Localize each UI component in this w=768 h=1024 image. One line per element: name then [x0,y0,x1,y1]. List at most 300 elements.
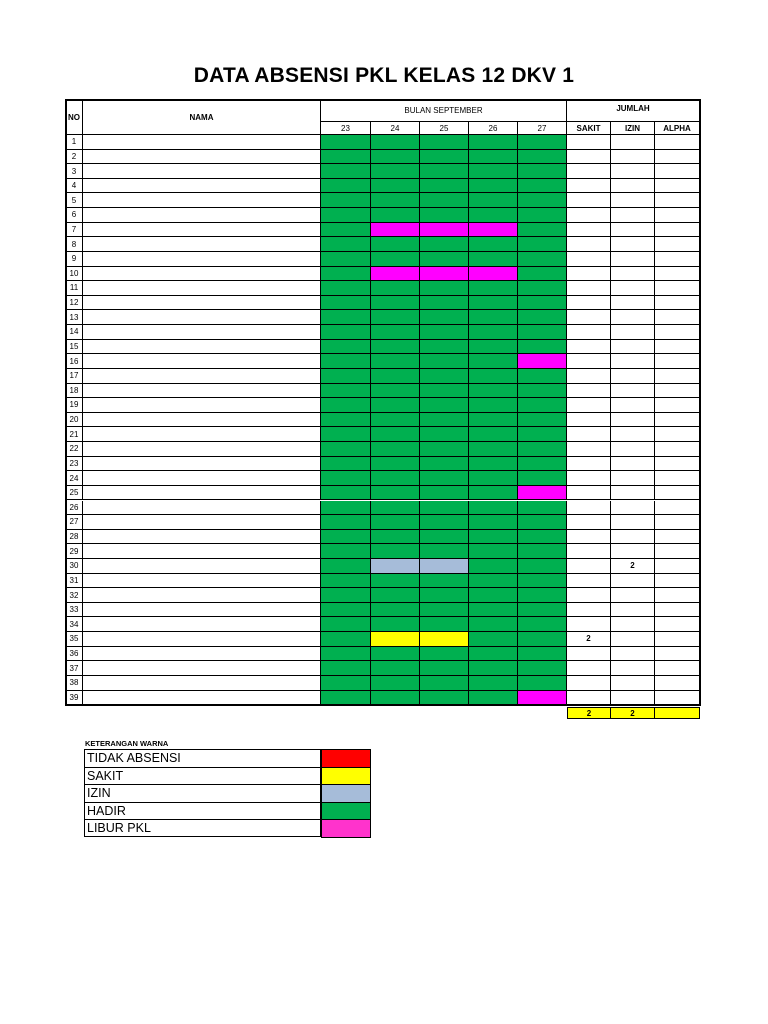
count-cell: 2 [611,559,655,574]
count-cell [611,281,655,296]
table-right-border [699,99,701,706]
row-number: 16 [66,354,83,369]
attendance-cell [518,384,567,399]
row-number: 28 [66,530,83,545]
name-cell [83,413,321,428]
count-cell [655,530,700,545]
count-cell [567,340,611,355]
attendance-cell [321,252,371,267]
attendance-cell [321,471,371,486]
name-cell [83,574,321,589]
attendance-cell [321,135,371,150]
attendance-cell [518,208,567,223]
row-number: 18 [66,384,83,399]
attendance-cell [469,486,518,501]
attendance-cell [420,340,469,355]
attendance-cell [321,223,371,238]
attendance-cell [321,574,371,589]
count-cell [611,501,655,516]
name-cell [83,369,321,384]
attendance-cell [371,691,420,706]
attendance-cell [420,501,469,516]
attendance-cell [371,413,420,428]
attendance-cell [420,632,469,647]
count-cell [611,135,655,150]
attendance-cell [420,574,469,589]
count-cell [567,471,611,486]
name-cell [83,559,321,574]
name-cell [83,544,321,559]
attendance-cell [420,369,469,384]
attendance-cell [420,325,469,340]
count-cell [655,267,700,282]
count-cell [655,135,700,150]
attendance-cell [321,384,371,399]
count-cell [567,354,611,369]
attendance-cell [469,164,518,179]
attendance-cell [469,588,518,603]
row-number: 32 [66,588,83,603]
attendance-cell [371,661,420,676]
attendance-cell [321,442,371,457]
name-cell [83,486,321,501]
attendance-cell [518,237,567,252]
row-number: 19 [66,398,83,413]
name-cell [83,267,321,282]
name-cell [83,398,321,413]
attendance-cell [371,325,420,340]
attendance-cell [518,354,567,369]
name-cell [83,296,321,311]
count-cell [611,471,655,486]
attendance-cell [321,661,371,676]
row-number: 24 [66,471,83,486]
row-number: 26 [66,501,83,516]
attendance-cell [371,427,420,442]
attendance-cell [469,544,518,559]
count-cell [655,588,700,603]
attendance-cell [469,310,518,325]
attendance-cell [518,544,567,559]
count-cell [567,193,611,208]
count-cell [567,150,611,165]
count-cell [655,676,700,691]
attendance-cell [469,150,518,165]
attendance-cell [371,340,420,355]
count-cell [611,369,655,384]
attendance-cell [518,223,567,238]
attendance-cell [420,296,469,311]
count-cell [611,296,655,311]
name-cell [83,457,321,472]
count-cell [655,398,700,413]
attendance-cell [371,457,420,472]
name-cell [83,427,321,442]
count-cell [655,340,700,355]
attendance-cell [420,544,469,559]
attendance-cell [371,617,420,632]
attendance-cell [371,296,420,311]
attendance-cell [371,208,420,223]
header-count: IZIN [611,122,655,135]
header-bulan: BULAN SEPTEMBER [321,100,567,122]
count-cell [655,179,700,194]
attendance-cell [469,369,518,384]
count-cell [611,325,655,340]
attendance-cell [420,135,469,150]
attendance-cell [420,223,469,238]
attendance-cell [518,617,567,632]
attendance-cell [420,691,469,706]
attendance-cell [518,296,567,311]
count-cell [567,691,611,706]
attendance-cell [321,427,371,442]
attendance-cell [469,559,518,574]
attendance-cell [321,164,371,179]
count-cell [611,252,655,267]
name-cell [83,252,321,267]
attendance-cell [469,354,518,369]
attendance-cell [371,486,420,501]
row-number: 6 [66,208,83,223]
count-cell [655,442,700,457]
count-cell [655,457,700,472]
header-date: 27 [518,122,567,135]
attendance-cell [321,325,371,340]
attendance-cell [420,559,469,574]
attendance-cell [469,135,518,150]
row-number: 7 [66,223,83,238]
count-cell [655,617,700,632]
attendance-cell [420,603,469,618]
attendance-cell [321,559,371,574]
count-cell [611,676,655,691]
count-cell [611,544,655,559]
count-cell [567,515,611,530]
attendance-cell [321,179,371,194]
count-cell [567,223,611,238]
attendance-cell [371,135,420,150]
row-number: 8 [66,237,83,252]
row-number: 25 [66,486,83,501]
row-number: 14 [66,325,83,340]
count-cell [567,559,611,574]
name-cell [83,515,321,530]
attendance-cell [371,588,420,603]
attendance-cell [518,647,567,662]
count-cell [567,164,611,179]
count-cell [611,603,655,618]
row-number: 3 [66,164,83,179]
count-cell [611,237,655,252]
name-cell [83,325,321,340]
count-cell [567,237,611,252]
attendance-cell [518,603,567,618]
count-cell [655,310,700,325]
attendance-cell [518,559,567,574]
attendance-cell [321,340,371,355]
row-number: 33 [66,603,83,618]
attendance-cell [371,179,420,194]
row-number: 36 [66,647,83,662]
attendance-cell [420,193,469,208]
row-number: 39 [66,691,83,706]
attendance-cell [371,223,420,238]
attendance-cell [321,281,371,296]
attendance-cell [420,281,469,296]
name-cell [83,223,321,238]
row-number: 4 [66,179,83,194]
name-cell [83,237,321,252]
count-cell [655,252,700,267]
count-cell [611,647,655,662]
attendance-cell [518,457,567,472]
count-cell: 2 [567,632,611,647]
count-cell [567,281,611,296]
attendance-cell [371,574,420,589]
name-cell [83,617,321,632]
attendance-cell [469,661,518,676]
count-cell [567,661,611,676]
count-cell [567,135,611,150]
attendance-cell [518,281,567,296]
name-cell [83,340,321,355]
attendance-cell [420,442,469,457]
attendance-cell [469,442,518,457]
attendance-cell [518,252,567,267]
attendance-cell [518,486,567,501]
count-cell [567,384,611,399]
attendance-cell [321,237,371,252]
attendance-cell [371,281,420,296]
name-cell [83,150,321,165]
count-cell [611,617,655,632]
attendance-cell [420,588,469,603]
count-cell [655,574,700,589]
attendance-cell [518,369,567,384]
header-date: 25 [420,122,469,135]
row-number: 30 [66,559,83,574]
count-cell [611,384,655,399]
name-cell [83,164,321,179]
attendance-cell [518,179,567,194]
attendance-cell [321,267,371,282]
legend-label: LIBUR PKL [84,819,321,837]
attendance-cell [321,544,371,559]
attendance-cell [420,179,469,194]
count-cell [655,354,700,369]
attendance-cell [371,647,420,662]
attendance-cell [469,632,518,647]
attendance-cell [420,427,469,442]
legend-swatch [321,767,371,786]
name-cell [83,442,321,457]
attendance-cell [420,237,469,252]
row-number: 22 [66,442,83,457]
name-cell [83,588,321,603]
count-cell [655,647,700,662]
row-number: 34 [66,617,83,632]
count-cell [567,486,611,501]
attendance-cell [518,442,567,457]
count-cell [611,310,655,325]
count-cell [655,661,700,676]
attendance-cell [518,515,567,530]
attendance-cell [469,193,518,208]
attendance-cell [518,588,567,603]
count-cell [611,179,655,194]
attendance-cell [469,252,518,267]
attendance-cell [371,164,420,179]
attendance-cell [371,384,420,399]
attendance-cell [420,661,469,676]
header-date: 24 [371,122,420,135]
table-bottom-border [65,704,700,706]
name-cell [83,281,321,296]
row-number: 37 [66,661,83,676]
attendance-cell [420,617,469,632]
name-cell [83,632,321,647]
attendance-cell [469,501,518,516]
attendance-cell [518,691,567,706]
count-cell [567,544,611,559]
attendance-cell [371,354,420,369]
attendance-cell [420,515,469,530]
legend-swatch [321,749,371,768]
row-number: 10 [66,267,83,282]
attendance-cell [518,632,567,647]
count-cell [567,603,611,618]
attendance-cell [321,150,371,165]
legend-label: HADIR [84,802,321,820]
attendance-cell [321,603,371,618]
count-cell [567,530,611,545]
attendance-cell [321,413,371,428]
count-cell [655,486,700,501]
attendance-cell [371,501,420,516]
attendance-cell [518,427,567,442]
count-cell [611,398,655,413]
attendance-cell [420,384,469,399]
row-number: 38 [66,676,83,691]
attendance-cell [321,501,371,516]
count-cell [655,691,700,706]
attendance-cell [321,398,371,413]
attendance-cell [371,267,420,282]
name-cell [83,135,321,150]
count-cell [655,544,700,559]
attendance-cell [469,427,518,442]
row-number: 27 [66,515,83,530]
page-title: DATA ABSENSI PKL KELAS 12 DKV 1 [193,64,575,87]
name-cell [83,647,321,662]
attendance-cell [518,676,567,691]
count-cell [655,150,700,165]
count-cell [655,427,700,442]
legend-swatch [321,819,371,838]
legend-label: IZIN [84,784,321,802]
attendance-cell [469,296,518,311]
attendance-cell [420,398,469,413]
legend-label: TIDAK ABSENSI [84,749,321,767]
count-cell [611,442,655,457]
count-cell [567,310,611,325]
attendance-cell [469,398,518,413]
count-cell [567,501,611,516]
attendance-cell [469,691,518,706]
attendance-cell [469,325,518,340]
header-count: SAKIT [567,122,611,135]
attendance-cell [321,296,371,311]
attendance-cell [321,617,371,632]
count-cell [655,501,700,516]
attendance-cell [518,501,567,516]
attendance-cell [518,413,567,428]
count-cell [611,427,655,442]
attendance-cell [420,208,469,223]
row-number: 17 [66,369,83,384]
count-cell [611,588,655,603]
count-cell [611,193,655,208]
count-cell [567,398,611,413]
row-number: 23 [66,457,83,472]
attendance-cell [371,193,420,208]
row-number: 20 [66,413,83,428]
count-cell [611,164,655,179]
count-cell [567,296,611,311]
row-number: 21 [66,427,83,442]
count-cell [567,369,611,384]
attendance-cell [371,559,420,574]
attendance-cell [420,354,469,369]
name-cell [83,471,321,486]
attendance-cell [420,647,469,662]
attendance-cell [420,252,469,267]
count-cell [655,471,700,486]
attendance-cell [321,354,371,369]
attendance-cell [518,193,567,208]
attendance-cell [469,281,518,296]
attendance-cell [321,530,371,545]
count-cell [567,588,611,603]
row-number: 5 [66,193,83,208]
count-cell [611,208,655,223]
attendance-cell [420,164,469,179]
attendance-cell [469,647,518,662]
count-cell [655,603,700,618]
attendance-cell [321,691,371,706]
count-cell [567,457,611,472]
count-cell [567,179,611,194]
attendance-cell [469,267,518,282]
header-date: 23 [321,122,371,135]
row-number: 12 [66,296,83,311]
name-cell [83,501,321,516]
attendance-cell [518,340,567,355]
count-cell [655,281,700,296]
attendance-cell [469,237,518,252]
attendance-cell [371,603,420,618]
count-cell [611,413,655,428]
total-cell [655,707,700,719]
attendance-cell [321,647,371,662]
attendance-cell [420,310,469,325]
attendance-cell [420,486,469,501]
attendance-cell [321,588,371,603]
count-cell [655,515,700,530]
attendance-cell [371,369,420,384]
row-number: 11 [66,281,83,296]
